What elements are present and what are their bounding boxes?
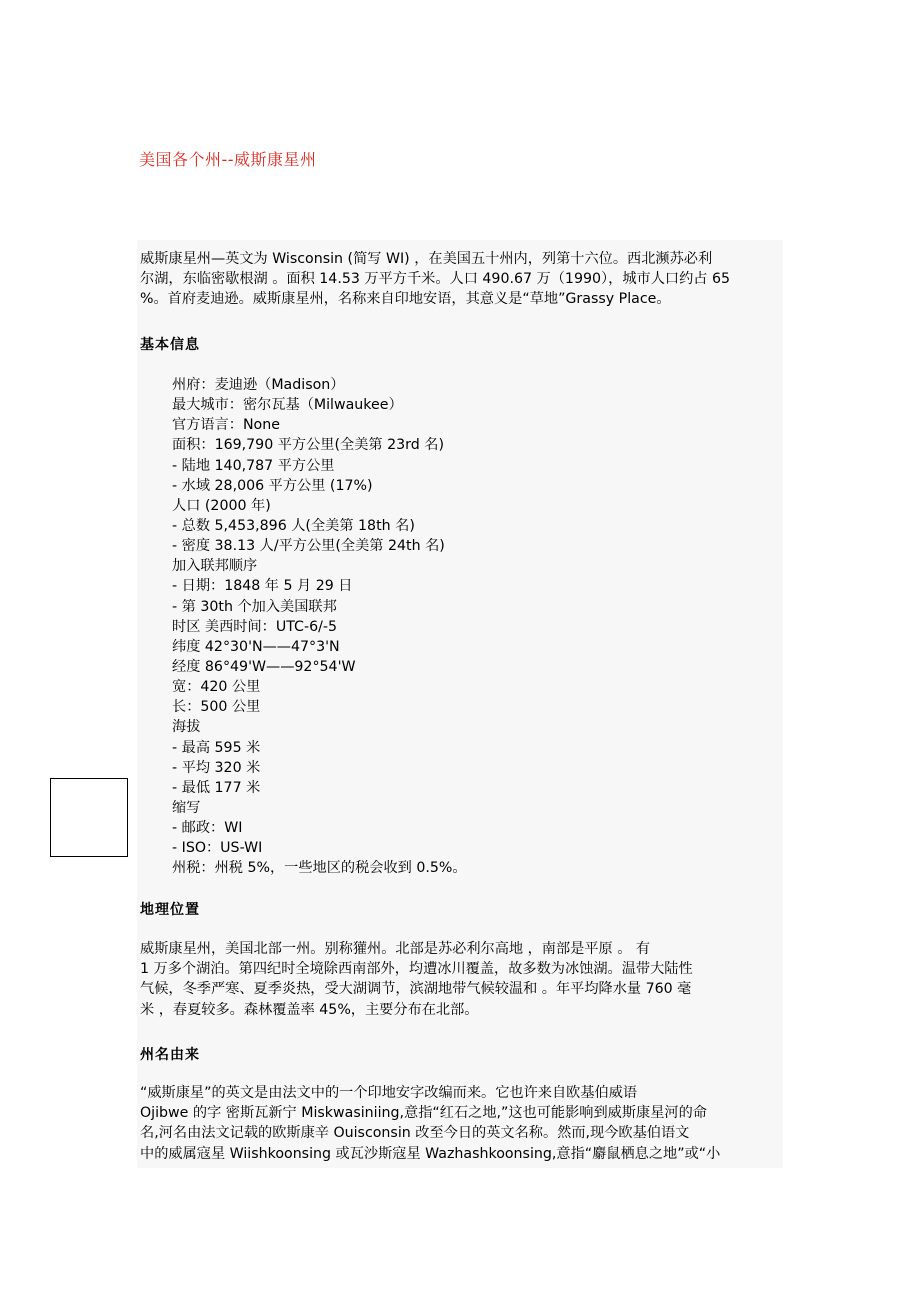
geography-paragraph [140,939,693,1020]
intro-paragraph [140,249,730,310]
document-title: 美国各个州--威斯康星州 [139,150,317,169]
info-line: - ISO：US-WI [172,840,263,857]
paragraph-line: 名,河名由法文记载的欧斯康辛 Ouisconsin 改至今日的英文名称。然而,现今欧基伯语文 [140,1125,690,1142]
info-line: - 最低 177 米 [172,779,261,796]
info-line: - 水域 28,006 平方公里 (17%) [172,477,373,494]
basic-info-list [172,375,467,879]
info-line: 官方语言：None [172,417,280,434]
info-line: 加入联邦顺序 [172,558,258,575]
paragraph-line: “威斯康星”的英文是由法文中的一个印地安字改编而来。它也许来自欧基伯威语 [140,1085,638,1101]
name-origin-heading: 州名由来 [140,1047,200,1063]
info-line: - 总数 5,453,896 人(全美第 18th 名) [172,517,415,534]
info-line: 州税：州税 5%，一些地区的税会收到 0.5%。 [172,860,467,877]
info-line: 经度 86°49'W——92°54'W [172,658,356,675]
info-line: 缩写 [172,799,201,816]
paragraph-line: 中的威属寇星 Wiishkoonsing 或瓦沙斯寇星 Wazhashkoonsing,意指“麝鼠栖息之地”或“小 [140,1145,721,1162]
paragraph-line: 威斯康星州，美国北部一州。别称獾州。北部是苏必利尔高地 ，南部是平原 。 有 [140,941,651,957]
info-line: 面积：169,790 平方公里(全美第 23rd 名) [172,437,444,454]
info-line: - 第 30th 个加入美国联邦 [172,598,337,615]
info-line: - 陆地 140,787 平方公里 [172,457,335,474]
geography-heading: 地理位置 [140,902,200,918]
intro-line: 尔湖，东临密歇根湖 。面积 14.53 万平方千米。人口 490.67 万（1990），城市人口约占 65 [140,271,731,288]
info-line: - 密度 38.13 人/平方公里(全美第 24th 名) [172,538,445,555]
info-line: - 邮政：WI [172,820,243,837]
paragraph-line: Ojibwe 的字 密斯瓦新宁 Miskwasiniing,意指“红石之地,”这也可能影响到威斯康星河的命 [140,1105,707,1122]
info-line: - 最高 595 米 [172,739,261,756]
info-line: 纬度 42°30'N——47°3'N [172,638,340,655]
paragraph-line: 米 ，春夏较多。森林覆盖率 45%，主要分布在北部。 [140,1001,479,1018]
info-line: 长：500 公里 [172,699,261,716]
paragraph-line: 气候，冬季严寒、夏季炎热，受大湖调节，滨湖地带气候较温和 。年平均降水量 760 毫 [140,981,692,998]
paragraph-line: 1 万多个湖泊。第四纪时全境除西南部外，均遭冰川覆盖，故多数为冰蚀湖。温带大陆性 [140,961,693,978]
name-origin-paragraph [140,1083,720,1164]
info-line: - 平均 320 米 [172,759,261,776]
info-line: 海拔 [172,719,201,736]
intro-line: 威斯康星州—英文为 Wisconsin (简写 WI) ，在美国五十州内，列第十六位。西北濒苏必利 [140,251,713,267]
basic-info-heading: 基本信息 [140,337,200,353]
info-line: 最大城市：密尔瓦基（Milwaukee） [172,397,403,414]
info-line: - 日期：1848 年 5 月 29 日 [172,578,353,595]
info-line: 州府：麦迪逊（Madison） [172,377,345,393]
image-placeholder-box [50,778,128,857]
info-line: 时区 美西时间：UTC-6/-5 [172,618,338,635]
info-line: 人口 (2000 年) [172,497,271,514]
info-line: 宽：420 公里 [172,679,261,696]
intro-line: %。首府麦迪逊。威斯康星州，名称来自印地安语，其意义是“草地”Grassy Place。 [140,291,671,308]
